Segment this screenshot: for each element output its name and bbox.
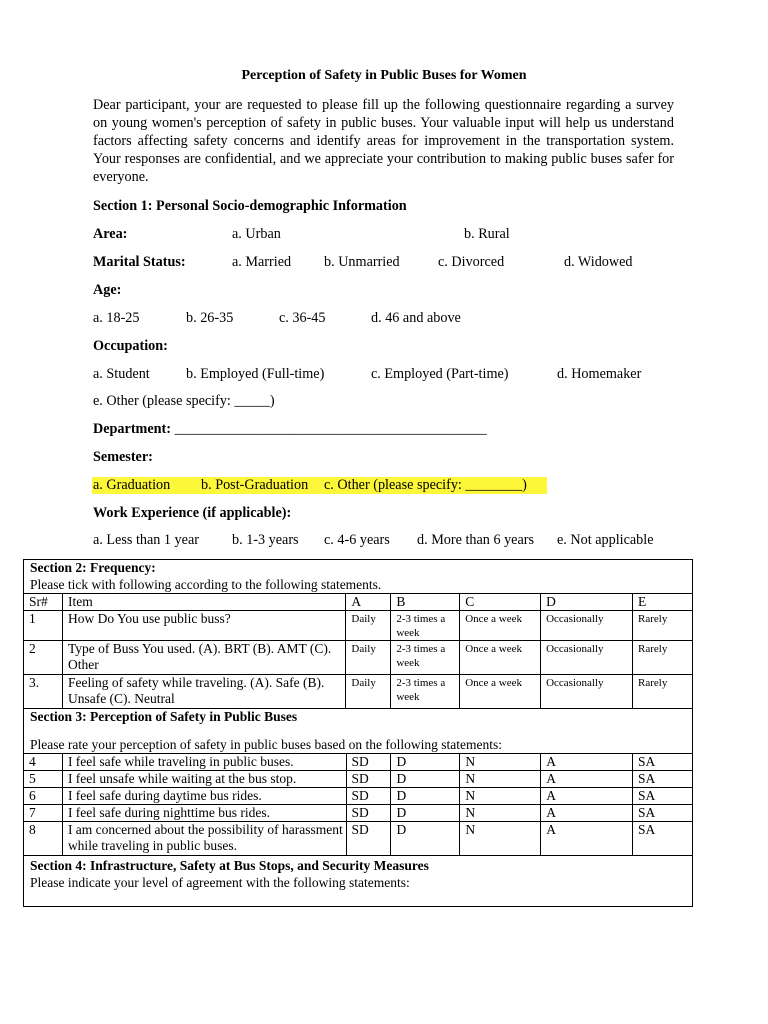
marital-option-widowed[interactable]: d. Widowed xyxy=(564,254,633,270)
scale-d[interactable]: D xyxy=(391,771,460,788)
option-a[interactable]: Daily xyxy=(346,641,391,675)
scale-sd[interactable]: SD xyxy=(346,822,391,856)
work-experience-label: Work Experience (if applicable): xyxy=(93,505,292,521)
table-row xyxy=(24,611,693,641)
frequency-header-row xyxy=(24,594,693,611)
row-sr: 6 xyxy=(24,788,63,805)
option-d[interactable]: Occasionally xyxy=(541,675,633,709)
scale-a[interactable]: A xyxy=(541,822,633,856)
section4-heading: Section 4: Infrastructure, Safety at Bus Stops, and Security Measures xyxy=(30,858,429,873)
semester-option-postgraduation[interactable]: b. Post-Graduation xyxy=(201,477,309,493)
row-item: I feel safe during nighttime bus rides. xyxy=(62,805,346,822)
row-item: I feel unsafe while waiting at the bus stop. xyxy=(62,771,346,788)
table-row xyxy=(24,771,693,788)
age-option-46-above[interactable]: d. 46 and above xyxy=(371,310,461,326)
scale-n[interactable]: N xyxy=(460,788,541,805)
scale-sd[interactable]: SD xyxy=(346,754,391,771)
option-b[interactable]: 2-3 times a week xyxy=(391,641,460,675)
scale-sd[interactable]: SD xyxy=(346,771,391,788)
option-e[interactable]: Rarely xyxy=(633,641,693,675)
table-row xyxy=(24,754,693,771)
row-sr: 1 xyxy=(24,611,63,641)
scale-n[interactable]: N xyxy=(460,754,541,771)
header-sr: Sr# xyxy=(24,594,63,611)
section3-instruction: Please rate your perception of safety in public buses based on the following statements: xyxy=(30,737,502,752)
marital-label: Marital Status: xyxy=(93,254,186,270)
marital-option-divorced[interactable]: c. Divorced xyxy=(438,254,505,270)
row-item: Feeling of safety while traveling. (A). Safe (B). Unsafe (C). Neutral xyxy=(62,675,345,709)
work-option-1-3[interactable]: b. 1-3 years xyxy=(232,532,299,548)
scale-d[interactable]: D xyxy=(391,788,460,805)
table-row xyxy=(24,675,693,709)
row-item: Type of Buss You used. (A). BRT (B). AMT (C). Other xyxy=(62,641,345,675)
scale-sa[interactable]: SA xyxy=(633,805,693,822)
frequency-table xyxy=(23,593,693,709)
marital-option-married[interactable]: a. Married xyxy=(232,254,292,270)
section3-heading: Section 3: Perception of Safety in Public Buses xyxy=(30,709,298,724)
scale-a[interactable]: A xyxy=(541,754,633,771)
occupation-option-other[interactable]: e. Other (please specify: _____) xyxy=(93,393,275,409)
work-option-4-6[interactable]: c. 4-6 years xyxy=(324,532,390,548)
occupation-option-fulltime[interactable]: b. Employed (Full-time) xyxy=(186,366,325,382)
occupation-option-homemaker[interactable]: d. Homemaker xyxy=(557,366,642,382)
option-e[interactable]: Rarely xyxy=(633,675,693,709)
department-label: Department: xyxy=(93,421,172,437)
header-item: Item xyxy=(62,594,345,611)
scale-d[interactable]: D xyxy=(391,754,460,771)
age-label: Age: xyxy=(93,282,122,298)
table-row xyxy=(24,788,693,805)
occupation-option-parttime[interactable]: c. Employed (Part-time) xyxy=(371,366,509,382)
row-sr: 3. xyxy=(24,675,63,709)
option-c[interactable]: Once a week xyxy=(460,641,541,675)
option-c[interactable]: Once a week xyxy=(460,611,541,641)
scale-sd[interactable]: SD xyxy=(346,805,391,822)
section2-instruction: Please tick with following according to the following statements. xyxy=(30,577,382,592)
scale-n[interactable]: N xyxy=(460,822,541,856)
perception-table xyxy=(23,753,693,856)
marital-option-unmarried[interactable]: b. Unmarried xyxy=(324,254,400,270)
row-sr: 4 xyxy=(24,754,63,771)
option-b[interactable]: 2-3 times a week xyxy=(391,675,460,709)
scale-n[interactable]: N xyxy=(460,805,541,822)
scale-d[interactable]: D xyxy=(391,805,460,822)
row-item: I feel safe while traveling in public buses. xyxy=(62,754,346,771)
age-option-18-25[interactable]: a. 18-25 xyxy=(93,310,140,326)
area-label: Area: xyxy=(93,226,128,242)
option-b[interactable]: 2-3 times a week xyxy=(391,611,460,641)
work-option-na[interactable]: e. Not applicable xyxy=(557,532,654,548)
section1-heading: Section 1: Personal Socio-demographic Information xyxy=(93,198,407,214)
semester-label: Semester: xyxy=(93,449,153,465)
row-item: I am concerned about the possibility of harassment while traveling in public buses. xyxy=(62,822,346,856)
section2-heading: Section 2: Frequency: xyxy=(30,560,156,575)
option-c[interactable]: Once a week xyxy=(460,675,541,709)
header-e: E xyxy=(633,594,693,611)
scale-n[interactable]: N xyxy=(460,771,541,788)
scale-sa[interactable]: SA xyxy=(633,771,693,788)
scale-d[interactable]: D xyxy=(391,822,460,856)
occupation-label: Occupation: xyxy=(93,338,168,354)
age-option-36-45[interactable]: c. 36-45 xyxy=(279,310,326,326)
header-a: A xyxy=(346,594,391,611)
option-d[interactable]: Occasionally xyxy=(541,641,633,675)
department-blank[interactable]: ____________________________________________ xyxy=(174,421,487,437)
row-sr: 2 xyxy=(24,641,63,675)
table-row xyxy=(24,641,693,675)
row-item: I feel safe during daytime bus rides. xyxy=(62,788,346,805)
age-option-26-35[interactable]: b. 26-35 xyxy=(186,310,234,326)
option-a[interactable]: Daily xyxy=(346,611,391,641)
intro-paragraph: Dear participant, your are requested to please fill up the following questionnaire regarding a survey on young women's perception of safety in public buses. Your valuable input will help us understand factors affecting safety concerns and identify areas for improvement in the transportation system. Your responses are confidential, and we appreciate your contribution to making public buses safer for everyone. xyxy=(93,97,674,185)
table-row xyxy=(24,805,693,822)
header-d: D xyxy=(541,594,633,611)
semester-option-graduation[interactable]: a. Graduation xyxy=(93,477,171,493)
work-option-more-6[interactable]: d. More than 6 years xyxy=(417,532,535,548)
table-row xyxy=(24,822,693,856)
option-a[interactable]: Daily xyxy=(346,675,391,709)
scale-sa[interactable]: SA xyxy=(633,788,693,805)
option-e[interactable]: Rarely xyxy=(633,611,693,641)
semester-option-other[interactable]: c. Other (please specify: ________) xyxy=(324,477,527,493)
scale-a[interactable]: A xyxy=(541,788,633,805)
scale-a[interactable]: A xyxy=(541,805,633,822)
scale-sa[interactable]: SA xyxy=(633,822,693,856)
scale-sd[interactable]: SD xyxy=(346,788,391,805)
scale-a[interactable]: A xyxy=(541,771,633,788)
scale-sa[interactable]: SA xyxy=(633,754,693,771)
work-option-less-1[interactable]: a. Less than 1 year xyxy=(93,532,199,548)
occupation-option-student[interactable]: a. Student xyxy=(93,366,150,382)
area-option-urban[interactable]: a. Urban xyxy=(232,226,281,242)
document-title: Perception of Safety in Public Buses for Women xyxy=(241,68,527,83)
row-sr: 8 xyxy=(24,822,63,856)
area-option-rural[interactable]: b. Rural xyxy=(464,226,510,242)
section4-instruction: Please indicate your level of agreement with the following statements: xyxy=(30,875,410,890)
header-b: B xyxy=(391,594,460,611)
option-d[interactable]: Occasionally xyxy=(541,611,633,641)
row-sr: 7 xyxy=(24,805,63,822)
header-c: C xyxy=(460,594,541,611)
row-sr: 5 xyxy=(24,771,63,788)
row-item: How Do You use public buss? xyxy=(62,611,345,641)
